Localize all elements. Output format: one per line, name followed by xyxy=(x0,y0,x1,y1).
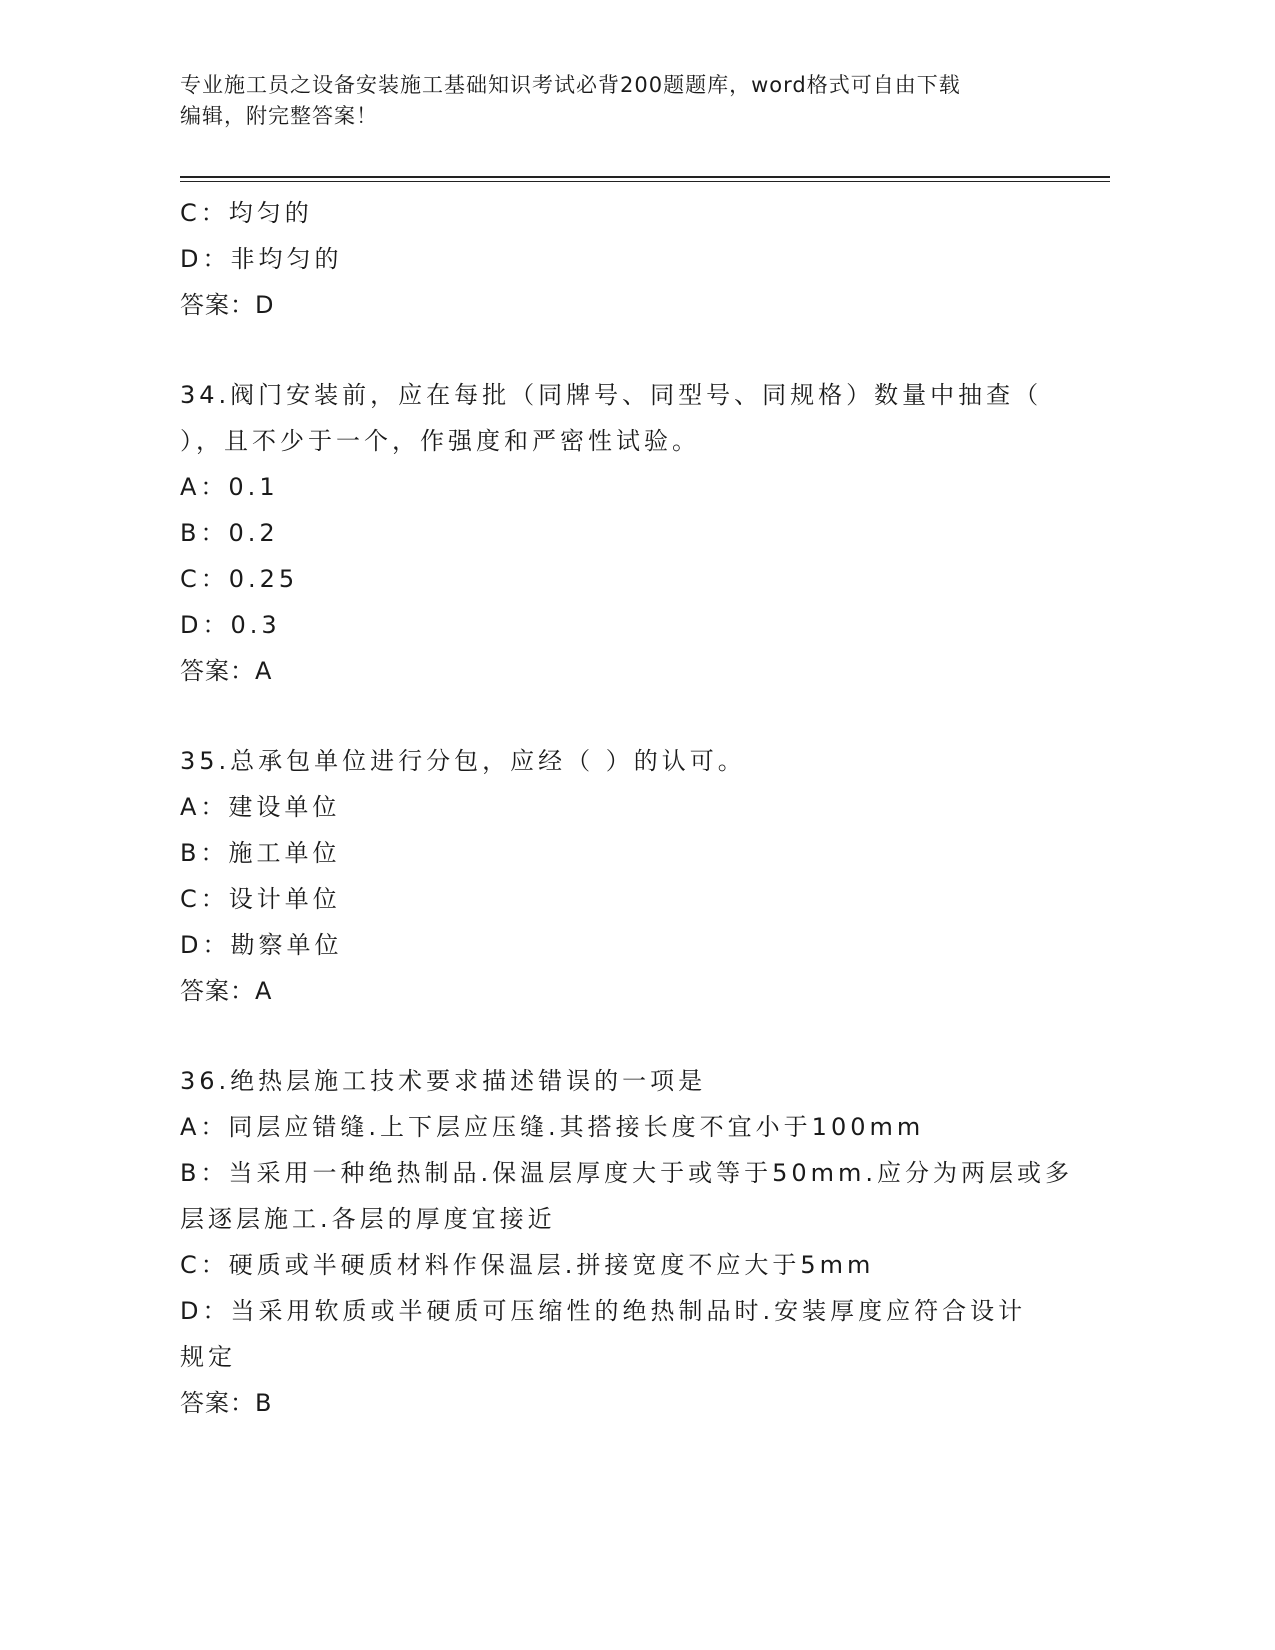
option-d: D：0.3 xyxy=(180,611,281,639)
answer-line: 答案：A xyxy=(180,977,273,1005)
question-stem: 36.绝热层施工技术要求描述错误的一项是 xyxy=(180,1067,707,1095)
question-34 xyxy=(180,372,1080,694)
question-stem-cont: ），且不少于一个，作强度和严密性试验。 xyxy=(180,427,700,455)
question-stem: 35.总承包单位进行分包，应经（ ）的认可。 xyxy=(180,747,746,775)
spacer xyxy=(180,1014,1080,1058)
spacer xyxy=(180,328,1080,372)
option-d: D：当采用软质或半硬质可压缩性的绝热制品时.安装厚度应符合设计 xyxy=(180,1297,1027,1325)
header-line-1: 专业施工员之设备安装施工基础知识考试必背200题题库，word格式可自由下载 xyxy=(180,73,961,97)
option-c: C：均匀的 xyxy=(180,199,313,227)
document-header xyxy=(180,70,1050,132)
header-line-2: 编辑，附完整答案！ xyxy=(180,104,378,128)
header-divider-thin xyxy=(180,181,1110,182)
option-d: D：非均匀的 xyxy=(180,245,343,273)
document-body xyxy=(180,190,1080,1426)
question-36 xyxy=(180,1058,1080,1426)
option-b: B：0.2 xyxy=(180,519,279,547)
header-divider-thick xyxy=(180,176,1110,178)
spacer xyxy=(180,694,1080,738)
option-a: A：0.1 xyxy=(180,473,279,501)
answer-line: 答案：A xyxy=(180,657,273,685)
option-c: C：设计单位 xyxy=(180,885,341,913)
option-a: A：同层应错缝.上下层应压缝.其搭接长度不宜小于100mm xyxy=(180,1113,925,1141)
question-35 xyxy=(180,738,1080,1014)
option-d-cont: 规定 xyxy=(180,1343,236,1371)
option-c: C：0.25 xyxy=(180,565,299,593)
option-b: B：当采用一种绝热制品.保温层厚度大于或等于50mm.应分为两层或多 xyxy=(180,1159,1074,1187)
option-c: C：硬质或半硬质材料作保温层.拼接宽度不应大于5mm xyxy=(180,1251,875,1279)
option-d: D：勘察单位 xyxy=(180,931,343,959)
question-stem: 34.阀门安装前，应在每批（同牌号、同型号、同规格）数量中抽查（ xyxy=(180,381,1043,409)
option-a: A：建设单位 xyxy=(180,793,341,821)
option-b: B：施工单位 xyxy=(180,839,341,867)
answer-line: 答案：B xyxy=(180,1389,273,1417)
answer-line: 答案：D xyxy=(180,291,275,319)
option-b-cont: 层逐层施工.各层的厚度宜接近 xyxy=(180,1205,556,1233)
